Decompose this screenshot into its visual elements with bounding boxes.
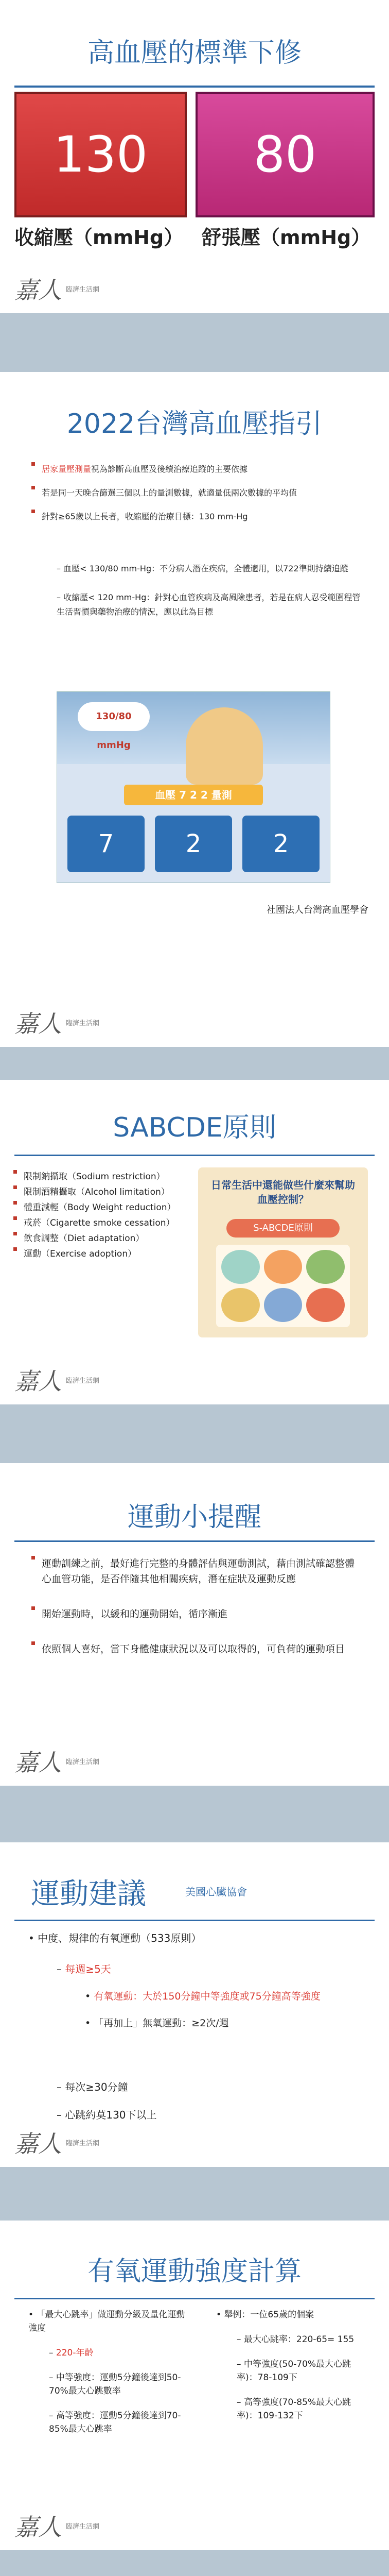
slide-sabcde: [0, 1080, 389, 1404]
advice-level2b: [57, 2079, 157, 2123]
diastolic-label: 舒張壓（mmHg）: [202, 226, 371, 249]
footer-logo: [14, 1007, 99, 1038]
logo-org: 臨濟生活網: [66, 2139, 100, 2147]
logo-org: 臨濟生活網: [66, 285, 100, 294]
slide-title: 運動小提醒: [127, 1502, 261, 1533]
advice-level1: • 中度、規律的有氧運動（533原則）: [28, 1932, 202, 1944]
systolic-label: 收縮壓（mmHg）: [14, 226, 184, 249]
title-underline: [14, 1920, 375, 1921]
title-underline: [14, 1155, 375, 1156]
footer-logo: [14, 273, 99, 304]
slide-standard-lowered: [0, 0, 389, 313]
logo-org: 臨濟生活網: [66, 1758, 100, 1766]
footer-logo: [14, 1745, 99, 1776]
blood-pressure-infographic: [57, 691, 330, 883]
bullet-item: 若是同一天晚合篩選三個以上的量測數據，就適量低兩次數據的平均值: [28, 486, 368, 500]
logo-mark: 嘉人: [14, 276, 62, 304]
infographic-banner: 血壓 7 2 2 量測: [124, 785, 263, 805]
vigorous-range-item: – 高等強度(70-85%最大心跳率)：109-132下: [237, 2397, 351, 2421]
list-item: 開始運動時，以緩和的運動開始，循序漸進: [28, 1606, 358, 1622]
bullet-item: 居家量壓測量視為診斷高血壓及後續治療追蹤的主要依據: [28, 462, 368, 477]
aerobic-item: • 有氧運動：大於150分鐘中等強度或75分鐘高等強度: [85, 1991, 321, 2002]
logo-mark: 嘉人: [14, 2130, 62, 2158]
slide-title: 2022台灣高血壓指引: [66, 409, 323, 439]
moderate-range-item: – 中等強度(50-70%最大心跳率)：78-109下: [237, 2359, 351, 2383]
sub-bullet-item: – 血壓< 130/80 mm-Hg：不分病人潛在疾病，全體適用，以722準則持續追蹤: [57, 564, 348, 573]
list-item: 運動訓練之前，最好進行完整的身體評估與運動測試，藉由測試確認整體心血管功能，是否伴隨其他相關疾病，潛在症狀及運動反應: [28, 1556, 358, 1587]
title-underline: [14, 2298, 375, 2299]
step-7: 7: [67, 816, 145, 872]
sabcde-poster: [198, 1167, 368, 1337]
diastolic-value: 80: [253, 126, 317, 183]
right-intro: • 舉例：一位65歲的個案: [216, 2310, 314, 2320]
formula: – 220-年齡: [49, 2348, 94, 2358]
moderate-item: – 中等強度：運動5分鐘後達到50-70%最大心跳數率: [49, 2372, 181, 2396]
list-item: 限制酒精攝取（Alcohol limitation）: [10, 1185, 180, 1199]
step-2b: 2: [242, 816, 320, 872]
slide-guideline-2022: [0, 372, 389, 1047]
slide-title: 運動建議: [31, 1877, 146, 1911]
slide-exercise-reminder: [0, 1463, 389, 1786]
logo-mark: 嘉人: [14, 2513, 62, 2541]
advice-level3: [85, 1989, 352, 2031]
slide-title: 高血壓的標準下修: [87, 38, 302, 69]
slide-intensity-calc: [0, 2221, 389, 2550]
list-item: 戒菸（Cigarette smoke cessation）: [10, 1216, 180, 1230]
footer-logo: [14, 2127, 99, 2158]
logo-org: 臨濟生活網: [66, 2522, 100, 2531]
left-column: [28, 2308, 188, 2436]
logo-mark: 嘉人: [14, 1367, 62, 1395]
source-label: 美國心臟協會: [185, 1886, 247, 1898]
left-intro: • 「最大心跳率」做運動分級及量化運動強度: [28, 2310, 185, 2333]
vigorous-item: – 高等強度：運動5分鐘後達到70-85%最大心跳率: [49, 2411, 181, 2434]
list-item: 運動（Exercise adoption）: [10, 1247, 180, 1261]
sabcde-list: [10, 1170, 180, 1261]
heart-rate-item: – 心跳約莫130下以上: [57, 2109, 157, 2121]
title-underline: [14, 86, 375, 88]
list-item: 體重減輕（Body Weight reduction）: [10, 1201, 180, 1214]
infographic-steps: [67, 816, 320, 872]
logo-org: 臨濟生活網: [66, 1377, 100, 1385]
anaerobic-item: • 「再加上」無氧運動：≥2次/週: [85, 2018, 229, 2029]
right-column: [216, 2308, 370, 2422]
systolic-value: 130: [53, 126, 148, 183]
step-2a: 2: [155, 816, 232, 872]
title-underline: [14, 1540, 375, 1542]
diastolic-box: [196, 92, 375, 217]
footer-logo: [14, 2510, 99, 2541]
guideline-bullets: [28, 462, 368, 533]
list-item: 飲食調整（Diet adaptation）: [10, 1232, 180, 1245]
bullet-item: 針對≥65歲以上長者，收縮壓的治療目標：130 mm-Hg: [28, 510, 368, 524]
advice-level2a: – 每週≥5天: [57, 1963, 111, 1975]
poster-subtitle: S-ABCDE原則: [226, 1219, 340, 1238]
duration-item: – 每次≥30分鐘: [57, 2081, 128, 2093]
list-item: 依照個人喜好，當下身體健康狀況以及可以取得的，可負荷的運動項目: [28, 1641, 358, 1657]
systolic-box: [14, 92, 187, 217]
footer-logo: [14, 1364, 99, 1395]
slide-title: SABCDE原則: [113, 1112, 276, 1143]
logo-org: 臨濟生活網: [66, 1019, 100, 1027]
bp-reading-bubble: 130/80 mmHg: [78, 702, 150, 731]
sub-bullet-item: – 收縮壓< 120 mm-Hg：針對心血管疾病及高風險患者，若是在病人忍受範圍程管生活習慣與藥物治療的情況，應以此為目標: [57, 592, 361, 617]
guideline-sub-bullets: [57, 562, 365, 619]
max-hr-item: – 最大心跳率：220-65= 155: [237, 2334, 355, 2345]
reminder-list: [28, 1556, 358, 1657]
slide-exercise-advice: [0, 1842, 389, 2167]
poster-title: 日常生活中還能做些什麼來幫助血壓控制？: [211, 1179, 355, 1206]
poster-illustration: [216, 1245, 350, 1327]
logo-mark: 嘉人: [14, 1749, 62, 1776]
logo-mark: 嘉人: [14, 1010, 62, 1038]
slide-title: 有氧運動強度計算: [87, 2256, 302, 2287]
infographic-caption: 社團法人台灣高血壓學會: [267, 905, 368, 916]
person-illustration: [186, 707, 263, 785]
list-item: 限制鈉攝取（Sodium restriction）: [10, 1170, 180, 1183]
